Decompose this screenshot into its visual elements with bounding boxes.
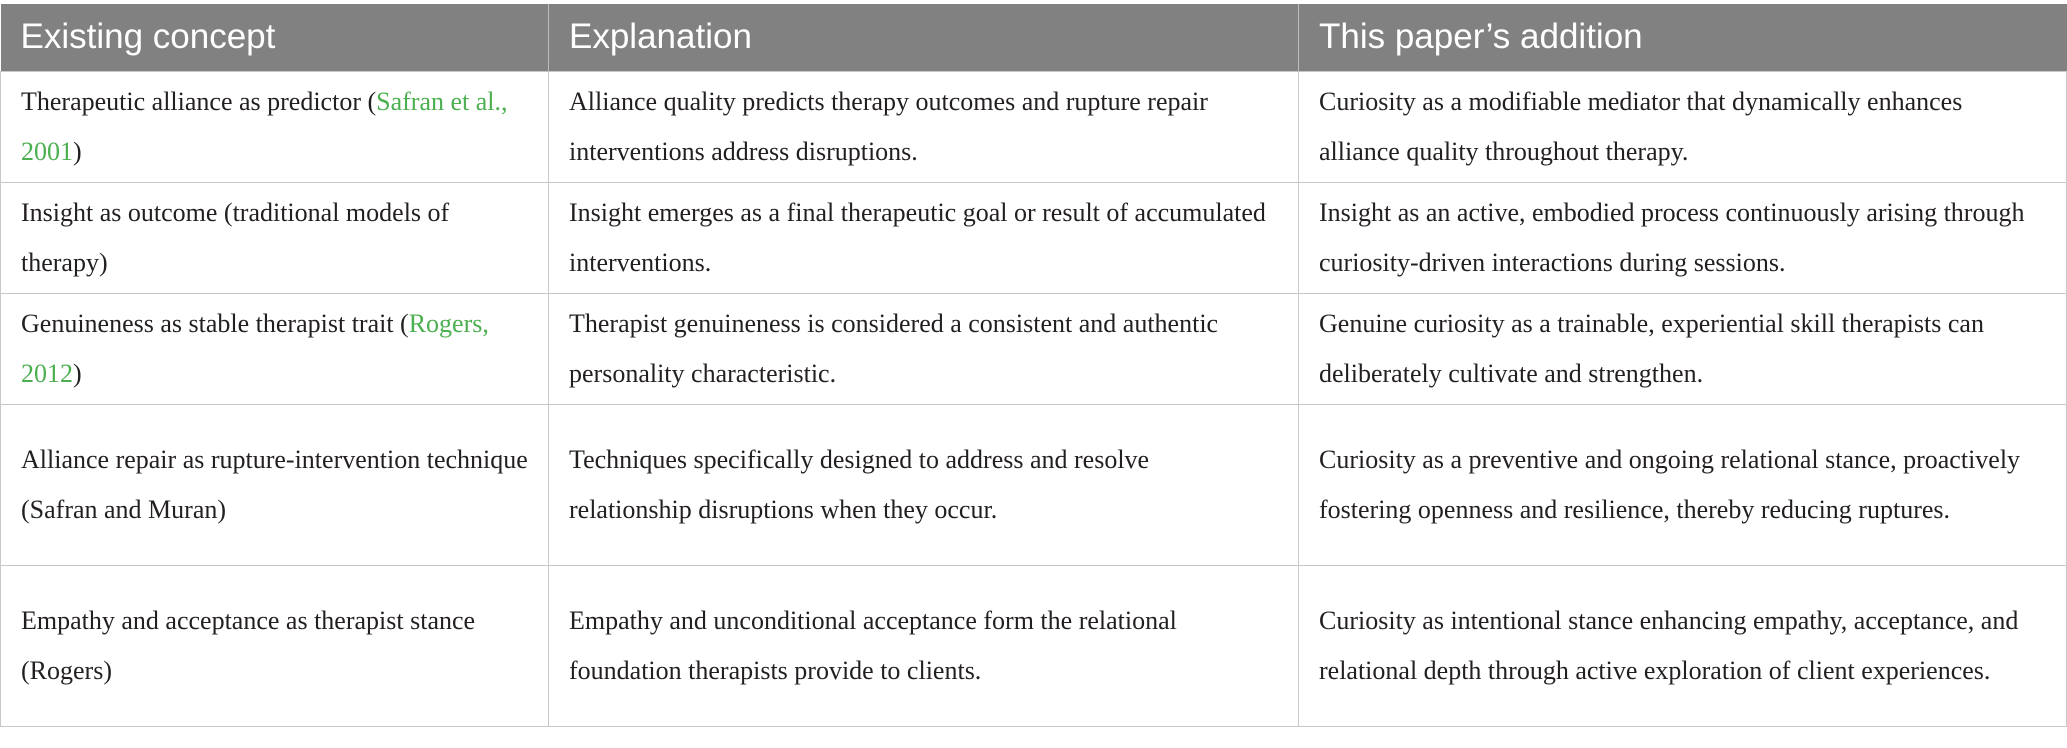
addition-cell: Insight as an active, embodied process continuously arising through curiosity-driven interactions during sessions. <box>1299 182 2067 293</box>
header-existing-concept: Existing concept <box>1 4 549 71</box>
header-row <box>1 4 2067 71</box>
table-header <box>1 4 2067 71</box>
explanation-cell: Empathy and unconditional acceptance form the relational foundation therapists provide to clients. <box>549 565 1299 726</box>
table-row <box>1 565 2067 726</box>
addition-cell: Curiosity as intentional stance enhancing empathy, acceptance, and relational depth through active exploration of client experiences. <box>1299 565 2067 726</box>
concept-text: Alliance repair as rupture-intervention technique (Safran and Muran) <box>21 444 528 524</box>
addition-cell: Curiosity as a preventive and ongoing relational stance, proactively fostering openness and resilience, thereby reducing ruptures. <box>1299 404 2067 565</box>
header-papers-addition: This paper’s addition <box>1299 4 2067 71</box>
concept-text-end: ) <box>73 136 82 166</box>
explanation-cell: Alliance quality predicts therapy outcomes and rupture repair interventions address disruptions. <box>549 71 1299 182</box>
table-row <box>1 293 2067 404</box>
concept-text: Empathy and acceptance as therapist stance (Rogers) <box>21 605 476 685</box>
table-row <box>1 71 2067 182</box>
concept-comparison-table <box>0 4 2067 727</box>
concept-text: Therapeutic alliance as predictor ( <box>21 86 377 116</box>
header-explanation: Explanation <box>549 4 1299 71</box>
concept-cell <box>1 565 549 726</box>
table-row <box>1 182 2067 293</box>
concept-cell <box>1 293 549 404</box>
concept-text: Insight as outcome (traditional models of therapy) <box>21 197 450 277</box>
citation-link[interactable]: Safran et al., 2001 <box>21 86 508 166</box>
concept-cell <box>1 182 549 293</box>
explanation-cell: Insight emerges as a final therapeutic goal or result of accumulated interventions. <box>549 182 1299 293</box>
table-body <box>1 71 2067 726</box>
concept-text-end: ) <box>73 358 82 388</box>
citation-link[interactable]: Rogers, 2012 <box>21 308 489 388</box>
concept-cell <box>1 71 549 182</box>
addition-cell: Genuine curiosity as a trainable, experiential skill therapists can deliberately cultivate and strengthen. <box>1299 293 2067 404</box>
addition-cell: Curiosity as a modifiable mediator that dynamically enhances alliance quality throughout therapy. <box>1299 71 2067 182</box>
concept-text: Genuineness as stable therapist trait ( <box>21 308 409 338</box>
concept-cell <box>1 404 549 565</box>
explanation-cell: Therapist genuineness is considered a consistent and authentic personality characteristic. <box>549 293 1299 404</box>
table-row <box>1 404 2067 565</box>
explanation-cell: Techniques specifically designed to address and resolve relationship disruptions when they occur. <box>549 404 1299 565</box>
